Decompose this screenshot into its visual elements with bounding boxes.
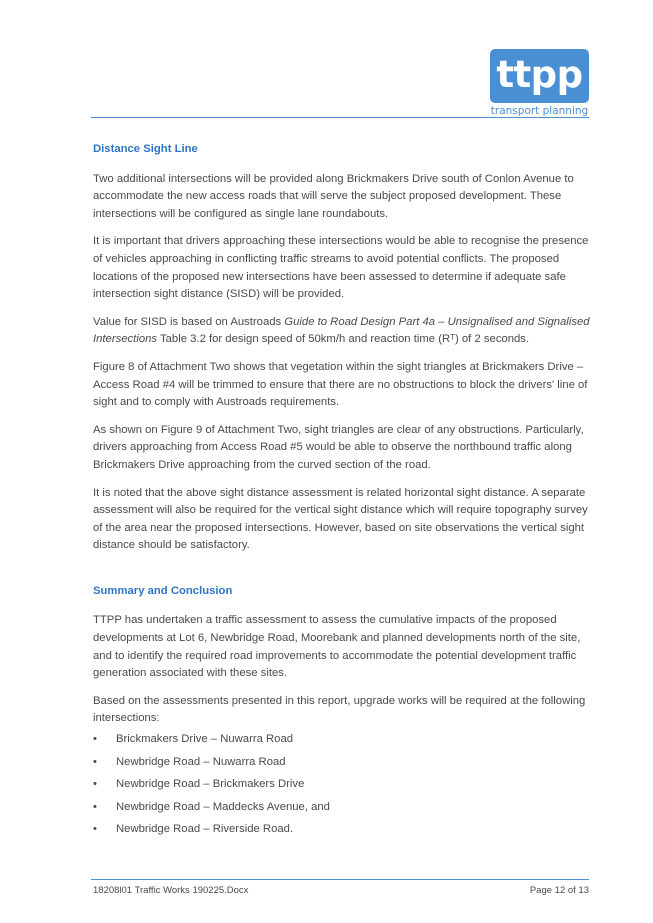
list-item: • Newbridge Road – Brickmakers Drive <box>93 776 591 794</box>
footer-file-name: 18208l01 Traffic Works 190225.Docx <box>93 885 249 896</box>
guide-title: Guide to Road Design Part 4a – Unsignalised and Signalised Intersections <box>93 315 590 346</box>
paragraph: Two additional intersections will be provided along Brickmakers Drive south of Conlon Avenue to accommodate the new access roads that will serve the subject proposed development. These intersections will be configured as single lane roundabouts. <box>93 172 574 220</box>
paragraph-text: Table 3.2 for design speed of 50km/h and reaction time (Rᵀ) of 2 seconds. <box>157 333 530 346</box>
paragraph: Figure 8 of Attachment Two shows that vegetation within the sight triangles at Brickmakers Drive – Access Road #4 will be trimmed to ensure that there are no obstructions to block the drivers' line of sight and to comply with Austroads requirements. <box>93 360 588 409</box>
list-item: • Newbridge Road – Maddecks Avenue, and <box>93 799 591 817</box>
section-heading-summary: Summary and Conclusion <box>93 584 233 597</box>
footer-divider <box>91 879 589 880</box>
logo-text: ttpp <box>496 53 583 96</box>
document-body <box>93 141 591 844</box>
paragraph: It is important that drivers approaching these intersections would be able to recognise the presence of vehicles approaching in conflicting traffic streams to avoid potential conflicts. The proposed locations of the proposed new intersections have been assessed to determine if adequate safe intersection sight distance (SISD) will be provided. <box>93 235 589 301</box>
paragraph-text: Value for SISD is based on Austroads <box>93 315 285 328</box>
section-heading-sight-line: Distance Sight Line <box>93 143 198 155</box>
footer-page-number: Page 12 of 13 <box>529 885 589 896</box>
logo-subtitle: transport planning <box>490 105 589 117</box>
list-item: • Brickmakers Drive – Nuwarra Road <box>93 731 591 749</box>
intersection-list <box>93 731 591 839</box>
list-item: • Newbridge Road – Riverside Road. <box>93 821 591 839</box>
list-item: • Newbridge Road – Nuwarra Road <box>93 754 591 772</box>
paragraph: It is noted that the above sight distance assessment is related horizontal sight distance. A separate assessment will also be required for the vertical sight distance which will require topography survey of the area near the proposed intersections. However, based on site observations the vertical sight distance should be satisfactory. <box>93 486 588 552</box>
paragraph-sisd <box>93 314 591 349</box>
company-logo <box>490 49 589 103</box>
paragraph: As shown on Figure 9 of Attachment Two, sight triangles are clear of any obstructions. Particularly, drivers approaching from Access Road #5 would be able to observe the northbound traffic along Brickmakers Drive approaching from the curved section of the road. <box>93 423 584 471</box>
paragraph: Based on the assessments presented in this report, upgrade works will be required at the following intersections: <box>93 694 586 725</box>
paragraph: TTPP has undertaken a traffic assessment to assess the cumulative impacts of the proposed developments at Lot 6, Newbridge Road, Moorebank and planned developments north of the site, and to identify the required road improvements to accommodate the potential development traffic generation associated with these sites. <box>93 614 581 680</box>
header-divider <box>91 117 589 118</box>
